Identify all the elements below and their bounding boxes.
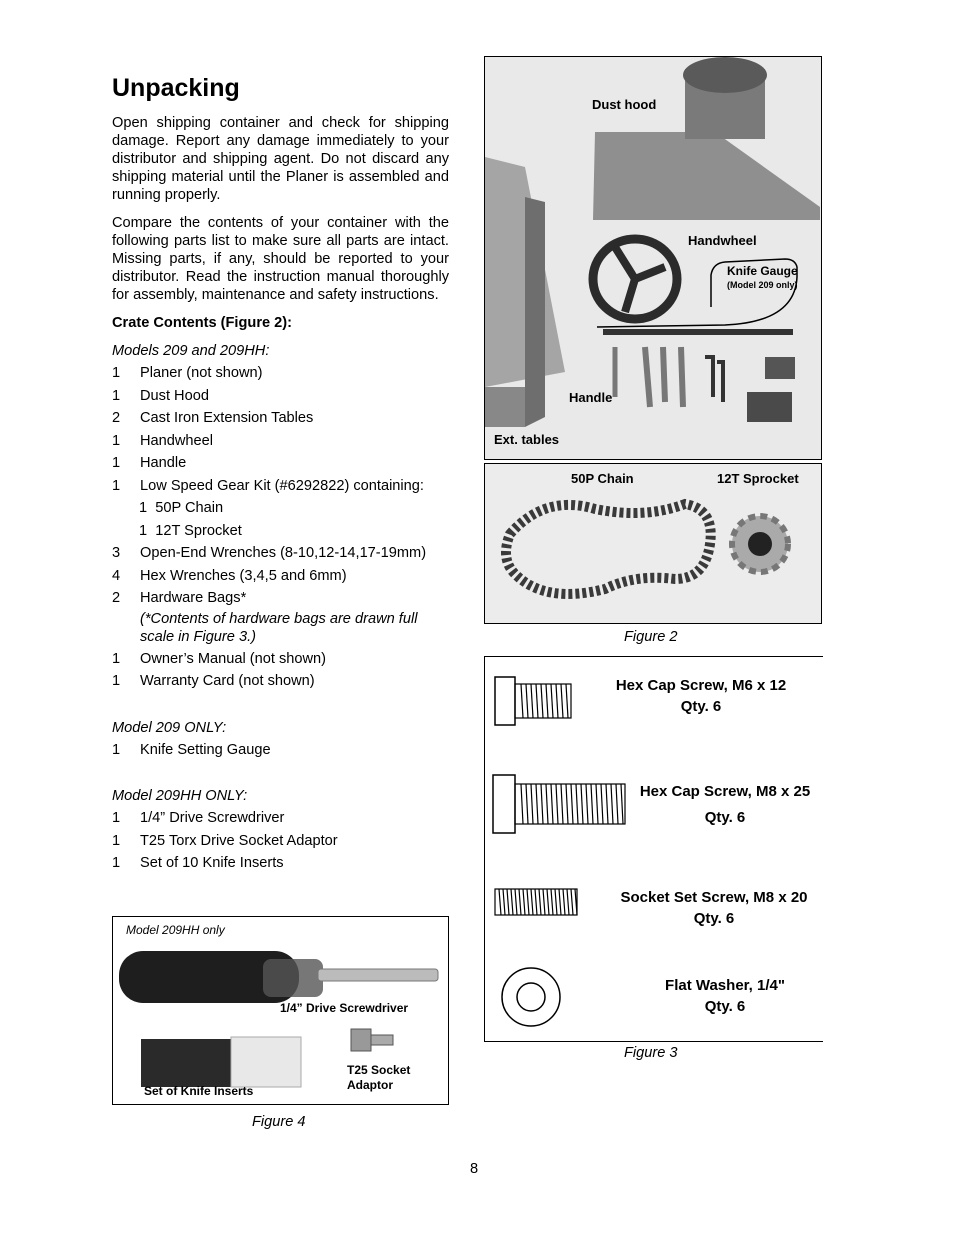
parts-photo-illustration [485,57,821,459]
hardware-item: Socket Set Screw, M8 x 20 Qty. 6 [620,889,808,927]
hardware-note: (*Contents of hardware bags are drawn full scale in Figure 3.) [140,610,418,645]
list-item: 1 Dust Hood [112,387,209,404]
list-item: 1 Owner’s Manual (not shown) [112,650,327,667]
models-heading: Models 209 and 209HH: [112,343,270,359]
kit-item: 1 50P Chain [139,500,224,516]
figure-2-photo [484,56,822,460]
screwdriver-label: 1/4” Drive Screwdriver [280,1001,409,1015]
chain-label: 50P Chain [571,471,634,486]
list-item: 1 Handle [112,455,187,471]
list-item: 1 Low Speed Gear Kit (#6292822) containing: [112,477,424,494]
model-209hh-heading: Model 209HH ONLY: [112,788,248,804]
figure-2-caption: Figure 2 [624,629,678,645]
model-note-label: Model 209HH only [126,923,225,937]
knife-gauge-label: Knife Gauge [727,264,798,278]
figure-3-panel [484,656,823,1042]
hardware-item: Hex Cap Screw, M8 x 25 Qty. 6 [639,783,811,826]
dust-hood-label: Dust hood [592,97,657,112]
figure-3-caption: Figure 3 [624,1045,678,1061]
list-item: 4 Hex Wrenches (3,4,5 and 6mm) [112,567,347,584]
list-item: 1 1/4” Drive Screwdriver [112,810,285,826]
list-item: 2 Hardware Bags* [112,590,247,606]
list-item: 1 T25 Torx Drive Socket Adaptor [112,832,338,849]
list-item: 1 Planer (not shown) [112,365,263,381]
crate-contents-heading: Crate Contents (Figure 2): [112,315,292,331]
page-number: 8 [470,1161,479,1177]
knife-gauge-note: (Model 209 only) [727,280,798,290]
handle-label: Handle [569,390,613,405]
handwheel-label: Handwheel [688,233,757,248]
list-item: 2 Cast Iron Extension Tables [112,410,314,426]
figure-4-caption: Figure 4 [252,1114,306,1130]
hardware-item: Flat Washer, 1/4" Qty. 6 [665,977,785,1015]
left-column [112,72,449,877]
model-209-heading: Model 209 ONLY: [112,719,227,736]
sprocket-label: 12T Sprocket [717,471,799,486]
intro-paragraph: Open shipping container and check for shipping damage. Report any damage immediately to your distributor and shipping agent. Do not discard any shipping material until the Planer is assembled and running properly. [112,115,449,203]
page-title: Unpacking [112,74,240,102]
list-item: 1 Set of 10 Knife Inserts [112,855,284,871]
list-item: 1 Knife Setting Gauge [112,741,271,758]
socket-adaptor-label: T25 Socket Adaptor [347,1063,411,1092]
kit-item: 1 12T Sprocket [139,522,242,539]
ext-tables-label: Ext. tables [494,432,560,447]
hardware-item: Hex Cap Screw, M6 x 12 Qty. 6 [615,677,787,715]
list-item: 1 Handwheel [112,432,214,449]
figure-2-chain-photo [484,463,822,624]
list-item: 1 Warranty Card (not shown) [112,673,315,689]
list-item: 3 Open-End Wrenches (8-10,12-14,17-19mm) [112,545,427,561]
knife-inserts-label: Set of Knife Inserts [144,1084,254,1098]
chain-sprocket-illustration [485,464,821,623]
figure-4-photo [112,916,449,1105]
compare-paragraph: Compare the contents of your container with the following parts list to make sure all parts are intact. Missing parts, if any, should be reported to your distributor. Read the instruction manual thoroughly for assembly, maintenance and safety instructions. [112,215,449,303]
